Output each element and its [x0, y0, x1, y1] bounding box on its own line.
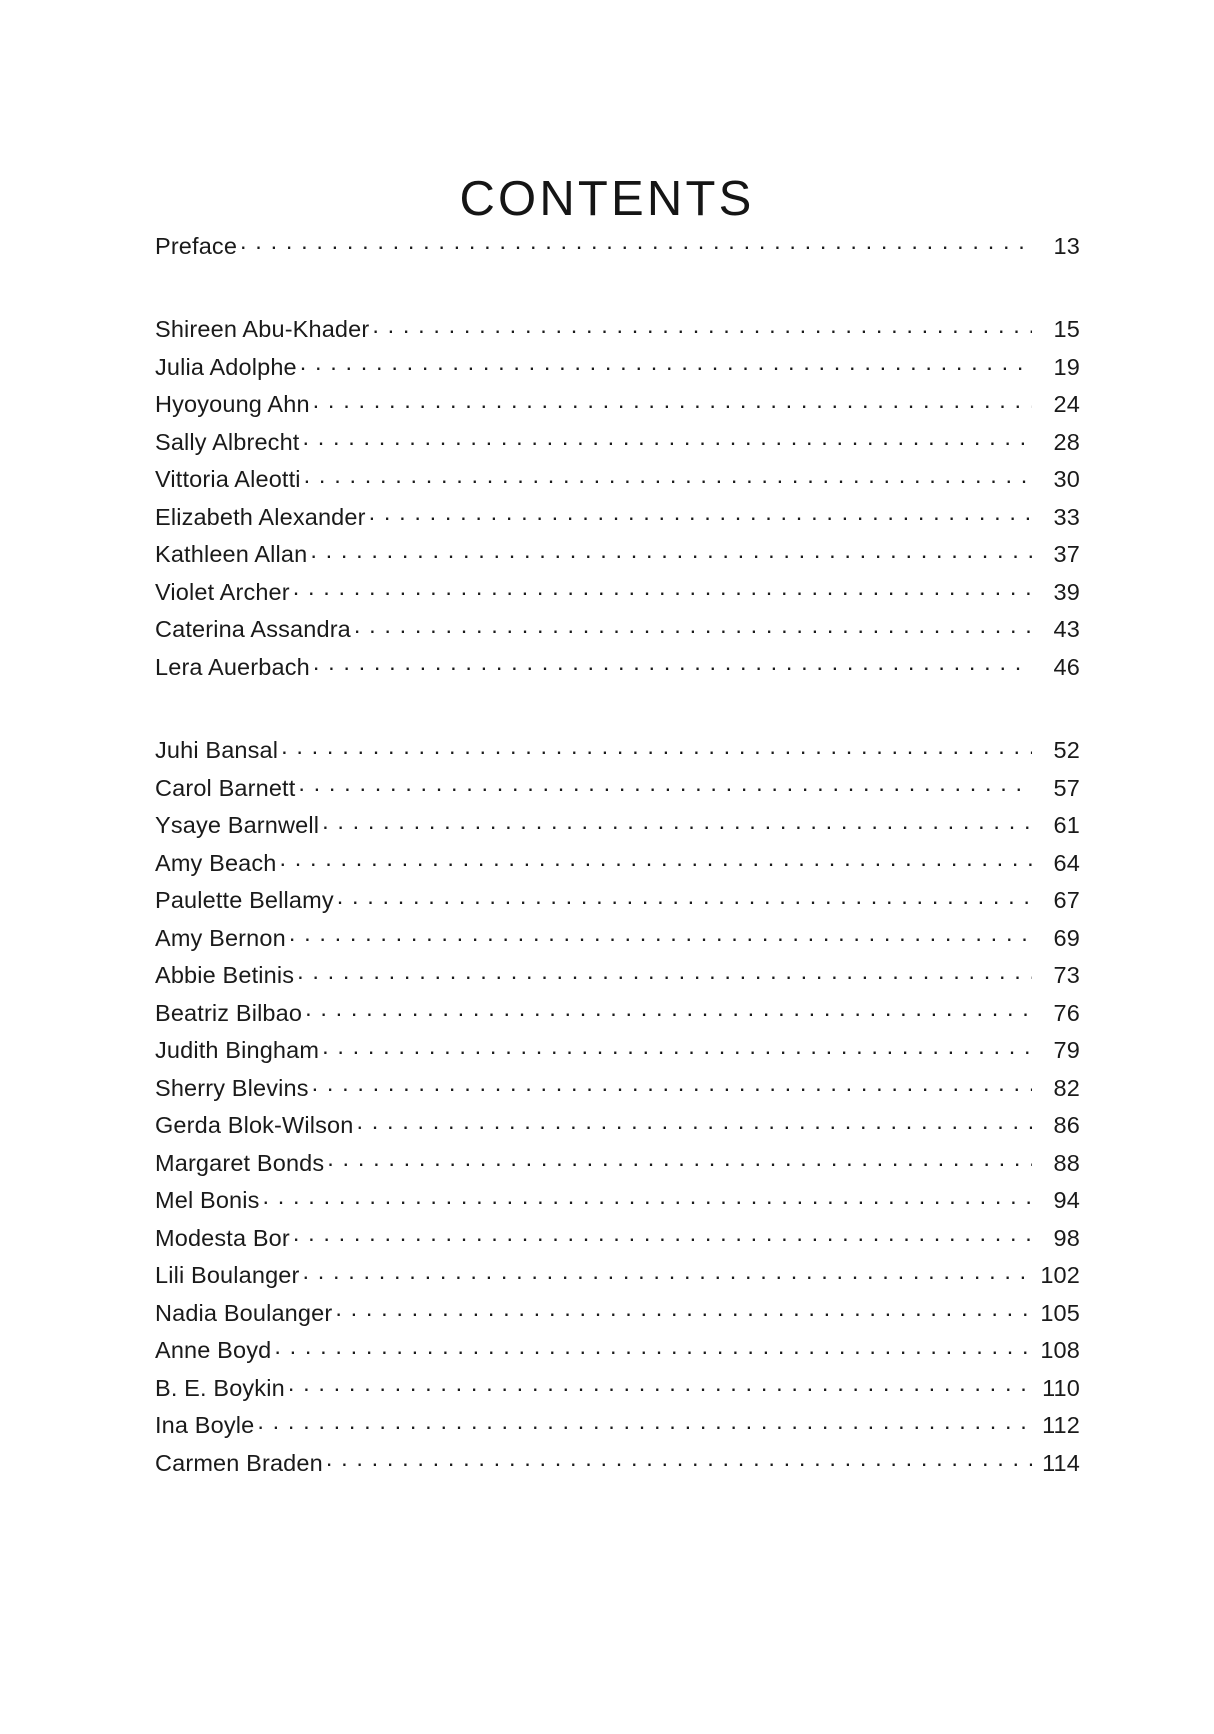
toc-entry-page-number: 37 — [1053, 541, 1080, 567]
toc-entry[interactable] — [155, 772, 1080, 810]
toc-entry[interactable] — [155, 651, 1080, 689]
toc-dot-leader — [280, 847, 1032, 871]
toc-entry[interactable] — [155, 1447, 1080, 1485]
toc-entry-name: Preface — [155, 232, 238, 259]
contents-group-surnames-a — [155, 314, 1080, 689]
toc-entry[interactable] — [155, 1222, 1080, 1260]
toc-dot-leader — [305, 997, 1032, 1021]
toc-dot-leader — [372, 314, 1032, 338]
toc-entry-name: Sally Albrecht — [155, 428, 300, 455]
toc-entry[interactable] — [155, 922, 1080, 960]
toc-entry-page-number: 39 — [1053, 578, 1080, 605]
toc-entry-name: Lili Boulanger — [155, 1262, 300, 1288]
toc-dot-leader — [313, 389, 1032, 413]
toc-entry-name: Carol Barnett — [155, 774, 296, 801]
toc-dot-leader — [257, 1410, 1032, 1434]
toc-entry-name: Abbie Betinis — [155, 962, 295, 988]
toc-entry[interactable] — [155, 810, 1080, 848]
toc-entry[interactable] — [155, 230, 1080, 268]
toc-dot-leader — [293, 576, 1032, 600]
toc-dot-leader — [240, 230, 1032, 254]
toc-entry-name: Juhi Bansal — [155, 737, 279, 763]
toc-entry-page-number: 15 — [1053, 316, 1080, 342]
toc-dot-leader — [326, 1447, 1032, 1471]
toc-entry-page-number: 13 — [1053, 232, 1080, 259]
toc-entry-page-number: 67 — [1053, 887, 1080, 913]
contents-group-front-matter — [155, 230, 1080, 268]
toc-entry[interactable] — [155, 1297, 1080, 1335]
toc-dot-leader — [298, 772, 1032, 796]
toc-entry[interactable] — [155, 1110, 1080, 1148]
toc-dot-leader — [274, 1335, 1032, 1359]
toc-entry-page-number: 102 — [1040, 1262, 1080, 1288]
toc-entry-name: Sherry Blevins — [155, 1074, 309, 1101]
toc-entry-page-number: 61 — [1053, 812, 1080, 838]
toc-entry[interactable] — [155, 426, 1080, 464]
page-title: CONTENTS — [459, 171, 755, 226]
toc-dot-leader — [304, 464, 1032, 488]
toc-entry[interactable] — [155, 847, 1080, 885]
toc-entry[interactable] — [155, 576, 1080, 614]
toc-entry[interactable] — [155, 960, 1080, 998]
toc-entry-name: Julia Adolphe — [155, 353, 297, 380]
toc-entry-name: Ina Boyle — [155, 1412, 255, 1438]
toc-entry[interactable] — [155, 1335, 1080, 1373]
toc-entry[interactable] — [155, 351, 1080, 389]
toc-entry-page-number: 88 — [1053, 1149, 1080, 1176]
toc-entry-page-number: 94 — [1053, 1187, 1080, 1213]
toc-entry[interactable] — [155, 1072, 1080, 1110]
toc-entry[interactable] — [155, 614, 1080, 652]
toc-entry-page-number: 19 — [1053, 353, 1080, 380]
toc-entry[interactable] — [155, 389, 1080, 427]
toc-entry-name: Judith Bingham — [155, 1037, 320, 1063]
toc-entry-name: Lera Auerbach — [155, 653, 310, 680]
toc-entry-page-number: 24 — [1053, 391, 1080, 417]
toc-dot-leader — [337, 885, 1032, 909]
toc-dot-leader — [313, 651, 1032, 675]
toc-entry-name: Carmen Braden — [155, 1449, 323, 1476]
toc-entry-page-number: 82 — [1053, 1074, 1080, 1101]
toc-dot-leader — [297, 960, 1032, 984]
toc-dot-leader — [281, 735, 1032, 759]
toc-entry-name: Anne Boyd — [155, 1337, 272, 1363]
toc-dot-leader — [289, 922, 1032, 946]
toc-entry-name: Mel Bonis — [155, 1187, 260, 1213]
toc-entry-name: Hyoyoung Ahn — [155, 391, 310, 417]
toc-entry-name: Beatriz Bilbao — [155, 999, 303, 1026]
toc-entry-page-number: 43 — [1053, 616, 1080, 642]
toc-entry[interactable] — [155, 1372, 1080, 1410]
toc-entry-page-number: 52 — [1053, 737, 1080, 763]
toc-dot-leader — [322, 1035, 1032, 1059]
toc-entry-page-number: 30 — [1053, 466, 1080, 492]
toc-entry-name: Caterina Assandra — [155, 616, 351, 642]
toc-entry-name: Ysaye Barnwell — [155, 812, 320, 838]
toc-dot-leader — [293, 1222, 1032, 1246]
toc-entry-name: B. E. Boykin — [155, 1374, 285, 1401]
toc-entry[interactable] — [155, 1410, 1080, 1448]
toc-entry-page-number: 57 — [1053, 774, 1080, 801]
toc-dot-leader — [335, 1297, 1032, 1321]
toc-entry-name: Elizabeth Alexander — [155, 503, 366, 530]
toc-entry-name: Modesta Bor — [155, 1224, 290, 1251]
toc-dot-leader — [312, 1072, 1032, 1096]
toc-entry[interactable] — [155, 539, 1080, 577]
toc-dot-leader — [300, 351, 1032, 375]
toc-dot-leader — [322, 810, 1032, 834]
toc-dot-leader — [354, 614, 1032, 638]
toc-entry[interactable] — [155, 1147, 1080, 1185]
toc-entry-name: Nadia Boulanger — [155, 1299, 333, 1326]
toc-entry-page-number: 33 — [1053, 503, 1080, 530]
toc-entry-page-number: 110 — [1042, 1374, 1080, 1401]
toc-entry-page-number: 112 — [1042, 1412, 1080, 1438]
toc-entry-name: Kathleen Allan — [155, 541, 308, 567]
toc-dot-leader — [303, 1260, 1033, 1284]
toc-entry-page-number: 114 — [1042, 1449, 1080, 1476]
toc-dot-leader — [310, 539, 1032, 563]
toc-entry-name: Shireen Abu-Khader — [155, 316, 370, 342]
toc-entry[interactable] — [155, 997, 1080, 1035]
toc-entry[interactable] — [155, 1035, 1080, 1073]
toc-entry[interactable] — [155, 735, 1080, 773]
contents-list — [155, 230, 1080, 1485]
toc-entry-page-number: 98 — [1053, 1224, 1080, 1251]
toc-entry-name: Amy Bernon — [155, 924, 286, 951]
toc-entry-name: Paulette Bellamy — [155, 887, 334, 913]
toc-entry-name: Vittoria Aleotti — [155, 466, 301, 492]
contents-group-surnames-b — [155, 735, 1080, 1485]
toc-dot-leader — [302, 426, 1032, 450]
toc-entry-page-number: 79 — [1053, 1037, 1080, 1063]
toc-entry-name: Margaret Bonds — [155, 1149, 325, 1176]
toc-entry-page-number: 108 — [1040, 1337, 1080, 1363]
toc-dot-leader — [327, 1147, 1032, 1171]
toc-entry[interactable] — [155, 1185, 1080, 1223]
toc-entry-page-number: 76 — [1053, 999, 1080, 1026]
toc-entry-page-number: 86 — [1053, 1112, 1080, 1138]
toc-dot-leader — [356, 1110, 1032, 1134]
toc-entry-page-number: 64 — [1053, 849, 1080, 876]
toc-entry-page-number: 28 — [1053, 428, 1080, 455]
toc-entry-name: Gerda Blok-Wilson — [155, 1112, 354, 1138]
toc-entry-page-number: 105 — [1040, 1299, 1080, 1326]
toc-entry[interactable] — [155, 1260, 1080, 1298]
toc-entry[interactable] — [155, 501, 1080, 539]
toc-entry-page-number: 73 — [1053, 962, 1080, 988]
toc-dot-leader — [288, 1372, 1032, 1396]
toc-entry[interactable] — [155, 885, 1080, 923]
toc-dot-leader — [263, 1185, 1032, 1209]
toc-dot-leader — [369, 501, 1032, 525]
toc-entry[interactable] — [155, 464, 1080, 502]
toc-entry-name: Violet Archer — [155, 578, 290, 605]
toc-entry[interactable] — [155, 314, 1080, 352]
toc-entry-page-number: 46 — [1053, 653, 1080, 680]
toc-entry-name: Amy Beach — [155, 849, 277, 876]
toc-entry-page-number: 69 — [1053, 924, 1080, 951]
